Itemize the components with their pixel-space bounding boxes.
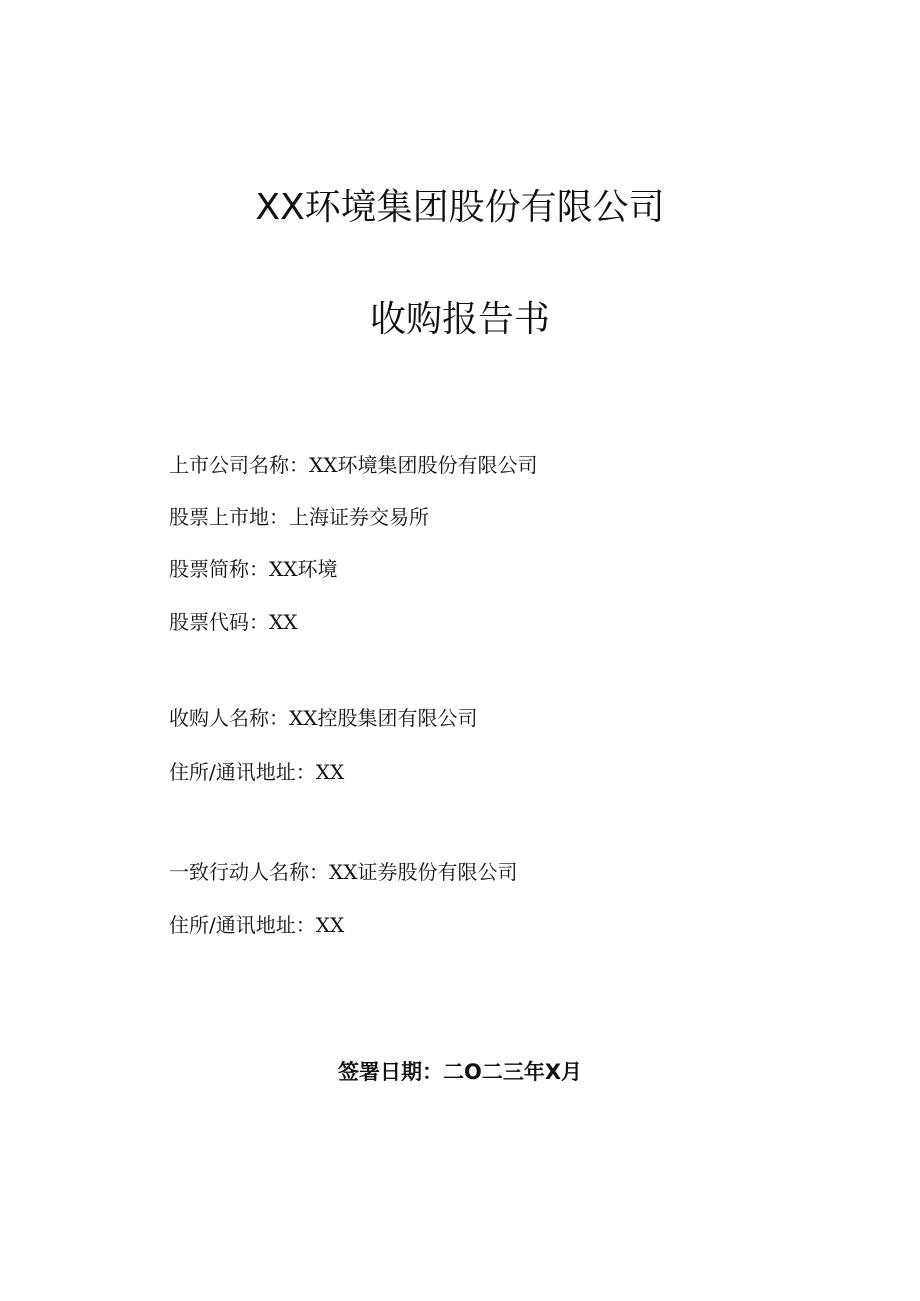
signing-date: 签署日期：二O二三年X月 (337, 1060, 583, 1084)
stock-exchange: 股票上市地：上海证券交易所 (169, 505, 429, 529)
listed-company-name: 上市公司名称：XX环境集团股份有限公司 (169, 453, 538, 477)
concert-party-address: 住所/通讯地址：XX (169, 913, 345, 937)
stock-code: 股票代码：XX (169, 610, 298, 634)
report-title: 收购报告书 (369, 299, 550, 340)
company-title: XX环境集团股份有限公司 (255, 187, 665, 228)
acquirer-name: 收购人名称：XX控股集团有限公司 (169, 706, 478, 730)
acquirer-address: 住所/通讯地址：XX (169, 760, 345, 784)
concert-party-name: 一致行动人名称：XX证券股份有限公司 (169, 860, 518, 884)
stock-short-name: 股票简称：XX环境 (169, 557, 338, 581)
